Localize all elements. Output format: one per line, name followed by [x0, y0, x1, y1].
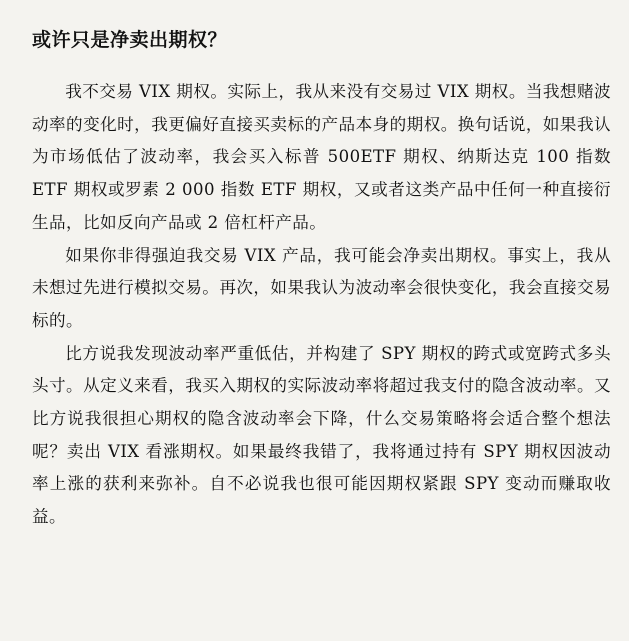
section-heading: 或许只是净卖出期权？: [32, 29, 228, 51]
paragraph-2: 如果你非得强迫我交易 VIX 产品，我可能会净卖出期权。事实上，我从未想过先进行模拟交易。再次，如果我认为波动率会很快变化，我会直接交易标的。: [32, 245, 611, 330]
paragraph-3: 比方说我发现波动率严重低估，并构建了 SPY 期权的跨式或宽跨式多头头寸。从定义来看，我买入期权的实际波动率将超过我支付的隐含波动率。又比方说我很担心期权的隐含波动率会下降，什么交易策略将会适合整个想法呢？卖出 VIX 看涨期权。如果最终我错了，我将通过持有 SPY 期权因波动率上涨的获利来弥补。自不必说我也很可能因期权紧跟 SPY 变动而赚取收益。: [32, 343, 611, 527]
paragraph-1: 我不交易 VIX 期权。实际上，我从来没有交易过 VIX 期权。当我想赌波动率的变化时，我更偏好直接买卖标的产品本身的期权。换句话说，如果我认为市场低估了波动率，我会买入标普 500ETF 期权、纳斯达克 100 指数 ETF 期权或罗素 2 000 指数 ETF 期权，又或者这类产品中任何一种直接衍生品，比如反向产品或 2 倍杠杆产品。: [32, 82, 611, 232]
